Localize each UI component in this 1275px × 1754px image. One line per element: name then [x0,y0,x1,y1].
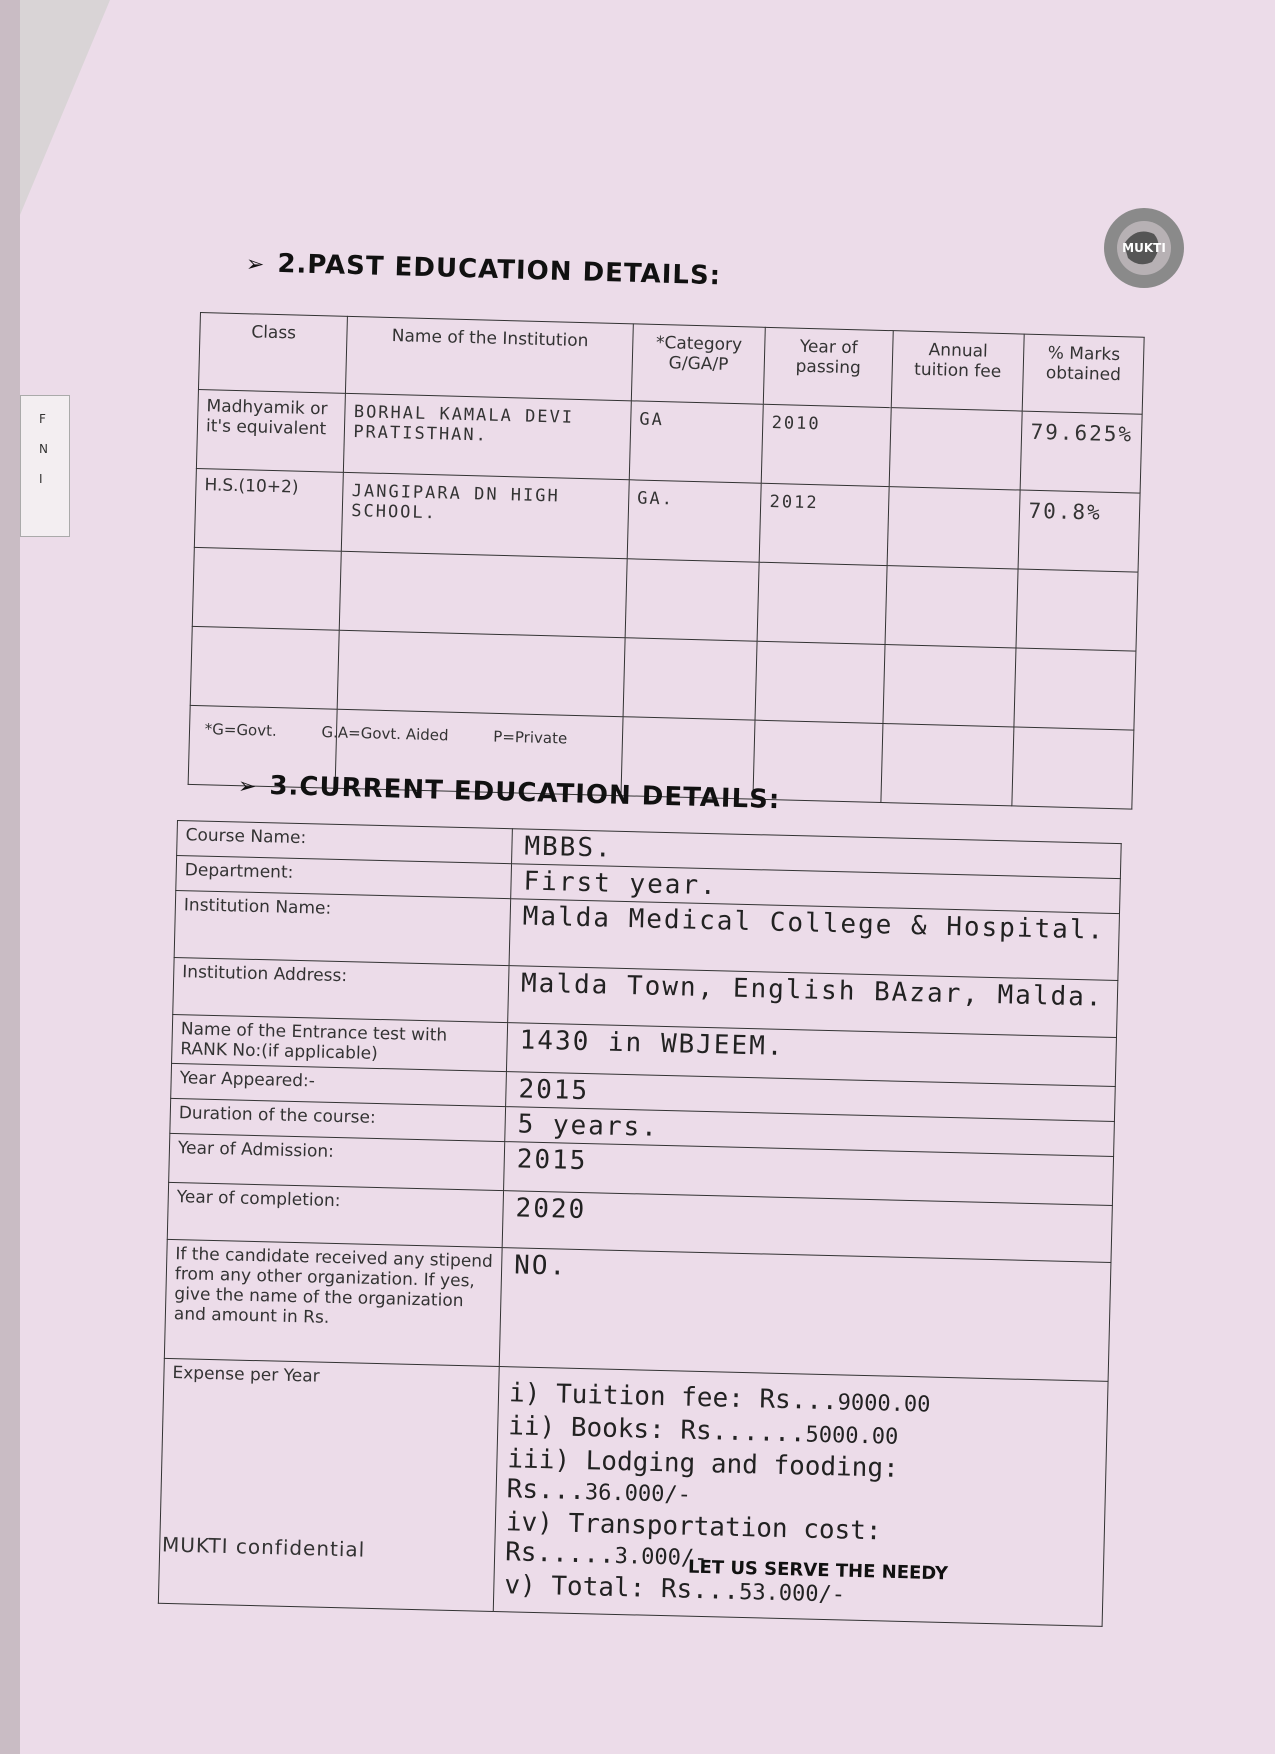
fee-cell [885,566,1019,648]
column-header: Class [198,313,347,394]
arrow-bullet-icon: ➢ [245,252,266,278]
duration-value: 5 years. [505,1107,1115,1157]
table-row [158,1358,1108,1626]
marks-cell [1016,569,1138,651]
legend-item: G.A=Govt. Aided [321,723,449,745]
class-cell: H.S.(10+2) [194,468,343,551]
arrow-bullet-icon: ➢ [237,774,258,800]
strip-letter: F [39,412,46,426]
fee-cell [880,724,1014,806]
stipend-value: NO. [499,1248,1111,1382]
fee-cell [882,645,1016,727]
column-header: Year of passing [764,327,893,407]
legend-item: P=Private [493,727,568,748]
expense-item: iii) Lodging and fooding: Rs...36.000/- [506,1444,900,1508]
attached-paper-strip [20,395,70,537]
entrance-value: 1430 in WBJEEM. [506,1023,1116,1087]
form-page [20,0,1275,1754]
strip-letter: N [39,442,48,456]
column-header: Annual tuition fee [891,331,1025,411]
address-value: Malda Town, English BAzar, Malda. [508,966,1118,1038]
strip-letter: I [39,472,43,486]
institution-cell [338,630,626,716]
field-label: Institution Name: [174,890,511,965]
past-education-heading: ➢ 2.PAST EDUCATION DETAILS: [245,248,722,292]
current-education-table [158,820,1122,1627]
category-cell: GA. [627,480,761,562]
field-label: Year of completion: [167,1182,503,1247]
category-cell [625,559,759,641]
marks-cell [1012,727,1134,809]
field-label: Institution Address: [173,957,509,1022]
field-label: Department: [176,856,512,899]
folded-corner [20,0,110,215]
admission-value: 2015 [504,1142,1114,1206]
class-cell [190,626,339,709]
column-header: % Marks obtained [1023,334,1145,414]
field-label: Year of Admission: [169,1133,505,1190]
expense-item: v) Total: Rs...53.000/- [504,1570,846,1608]
field-label: Name of the Entrance test with RANK No:(if applicable) [172,1014,508,1071]
marks-cell [1014,648,1136,730]
field-label: Year Appeared:- [171,1063,507,1106]
completion-value: 2020 [502,1191,1112,1263]
expense-item: ii) Books: Rs......5000.00 [507,1411,899,1450]
class-cell [192,547,341,630]
year-cell: 2010 [762,404,891,486]
marks-cell: 70.8% [1018,490,1140,572]
table-row [164,1239,1111,1381]
legend-item: *G=Govt. [204,720,278,740]
fee-cell [889,408,1023,490]
field-label: Duration of the course: [170,1098,506,1141]
svg-text:MUKTI: MUKTI [1122,241,1166,255]
institution-value: Malda Medical College & Hospital. [509,899,1119,981]
institution-cell [340,551,628,637]
footer-confidential: MUKTI confidential [161,1532,366,1562]
department-value: First year. [511,864,1121,914]
footer-tagline: LET US SERVE THE NEEDY [687,1556,949,1585]
class-cell: Madhyamik or it's equivalent [196,389,345,472]
institution-cell: JANGIPARA DN HIGH SCHOOL. [342,472,630,558]
fee-cell [887,487,1021,569]
current-education-heading: ➢ 3.CURRENT EDUCATION DETAILS: [237,770,781,816]
field-label: Expense per Year [158,1358,499,1611]
institution-cell: BORHAL KAMALA DEVI PRATISTHAN. [344,393,632,479]
expense-list [493,1367,1108,1627]
year-appeared-value: 2015 [506,1072,1116,1122]
marks-cell: 79.625% [1021,411,1143,493]
field-label: Course Name: [177,821,513,864]
mukti-logo [1102,206,1186,290]
year-cell [755,641,884,723]
category-cell [623,638,757,720]
category-cell: GA [629,401,763,483]
column-header: Name of the Institution [346,316,634,400]
year-cell: 2012 [760,483,889,565]
course-value: MBBS. [512,829,1122,879]
expense-item: iv) Transportation cost: Rs.....3.000/- [504,1507,882,1572]
field-label: If the candidate received any stipend from any other organization. If yes, give the name of the organization and amount in Rs. [164,1239,502,1366]
column-header: *Category G/GA/P [631,324,765,404]
expense-item: i) Tuition fee: Rs...9000.00 [508,1378,931,1418]
year-cell [757,562,886,644]
